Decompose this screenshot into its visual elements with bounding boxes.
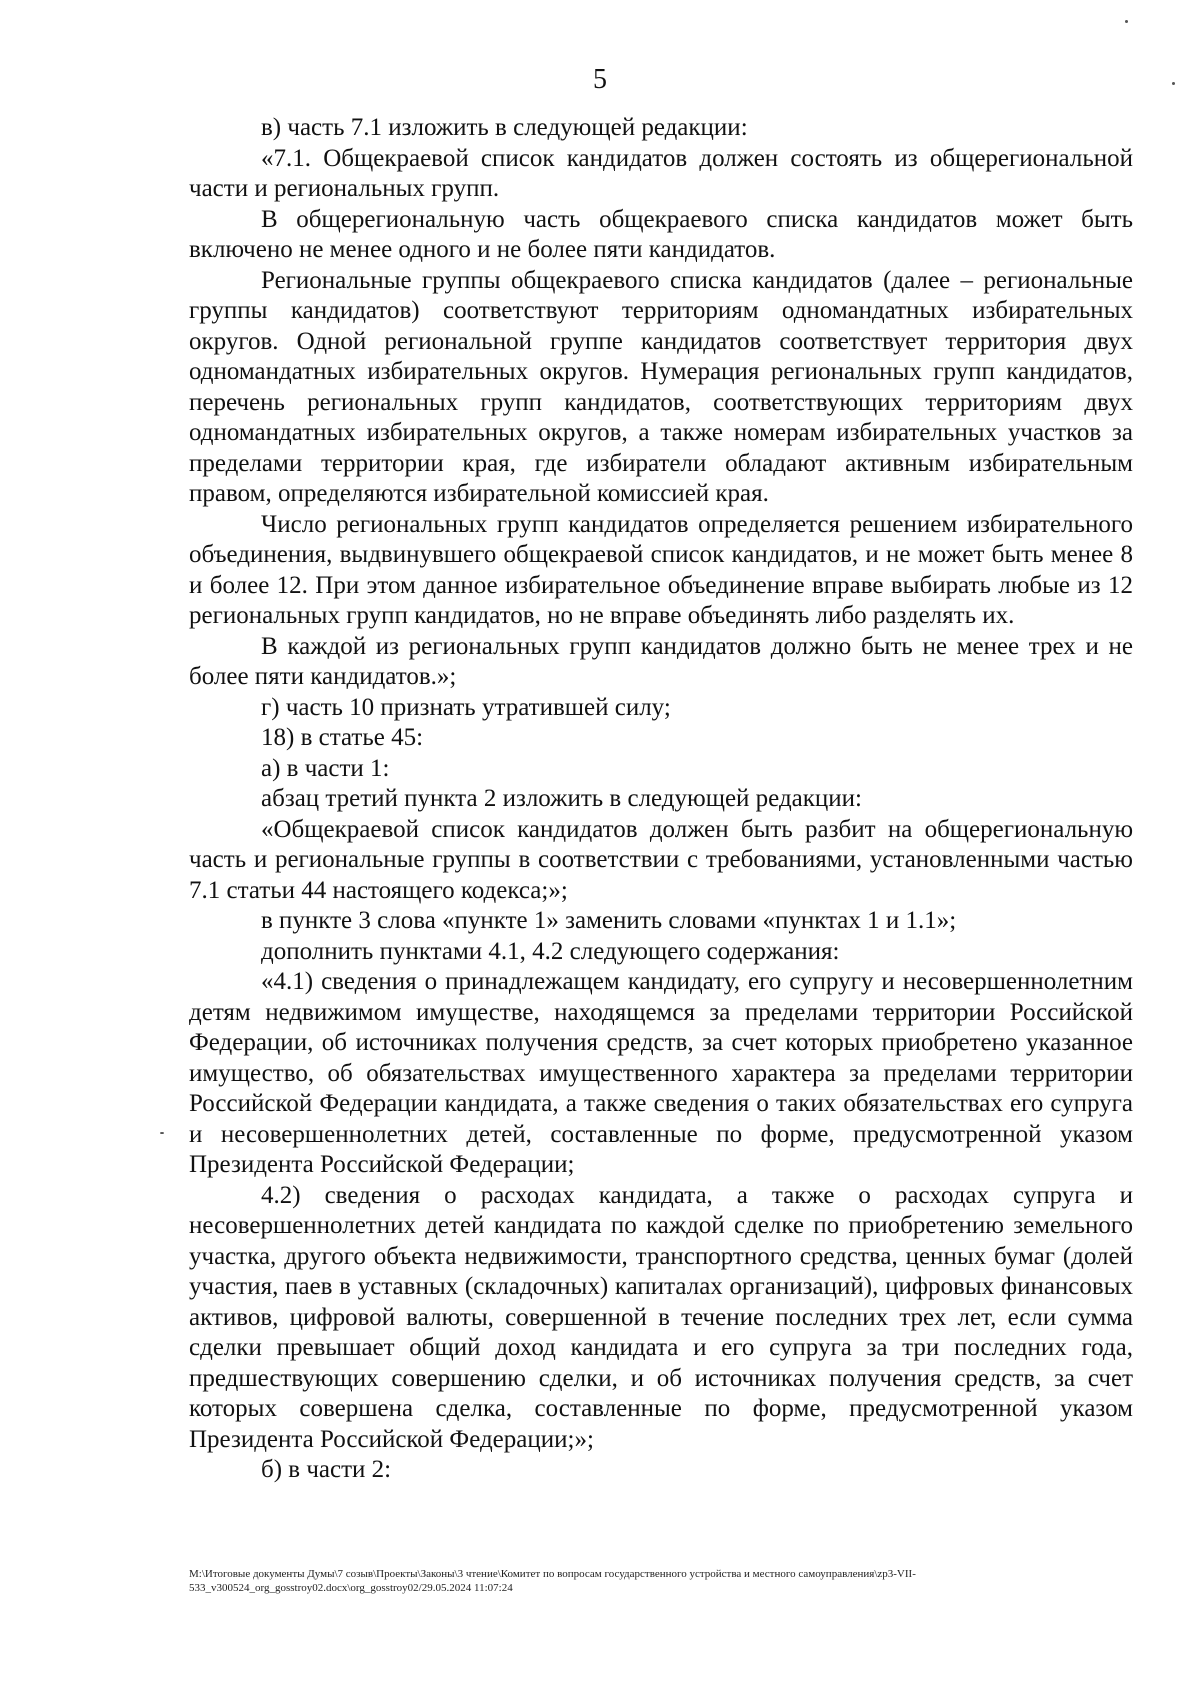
paragraph: б) в части 2: [261, 1456, 392, 1483]
scan-speck [160, 1132, 164, 1134]
paragraph: «4.1) сведения о принадлежащем кандидату, его супругу и несовершеннолетним детям недвижимом имуществе, находящемся за пределами территории Российской Федерации, об источниках получения средств, за счет которых приобретено указанное имущество, об обязательствах имущественного характера за пределами территории Российской Федерации кандидата, а также сведения о таких обязательствах его супруга и несовершеннолетних детей, составленные по форме, предусмотренной указом Президента Российской Федерации; [189, 968, 1133, 1178]
paragraph: в пункте 3 слова «пункте 1» заменить словами «пунктах 1 и 1.1»; [261, 907, 957, 934]
scan-speck [1172, 82, 1175, 85]
paragraph: Региональные группы общекраевого списка кандидатов (далее – региональные группы кандидатов) соответствуют территориям одномандатных избирательных округов. Одной региональной группе кандидатов соответствует территория двух одномандатных избирательных округов. Нумерация региональных групп кандидатов, перечень региональных групп кандидатов, соответствующих территориям двух одномандатных избирательных округов, а также номерам избирательных участков за пределами территории края, где избиратели обладают активным избирательным правом, определяются избирательной комиссией края. [189, 266, 1133, 507]
paragraph: а) в части 1: [261, 754, 390, 782]
paragraph: Число региональных групп кандидатов определяется решением избирательного объединения, выдвинувшего общекраевой список кандидатов, и не может быть менее 8 и более 12. При этом данное избирательное объединение вправе выбирать любые из 12 региональных групп кандидатов, но не вправе объединять либо разделять их. [189, 510, 1133, 629]
paragraph: абзац третий пункта 2 изложить в следующей редакции: [261, 785, 862, 812]
scan-speck [1125, 20, 1128, 23]
paragraph: 18) в статье 45: [261, 724, 424, 751]
paragraph: В каждой из региональных групп кандидатов должно быть не менее трех и не более пяти кандидатов.»; [189, 632, 1133, 690]
paragraph: «Общекраевой список кандидатов должен быть разбит на общерегиональную часть и региональные группы в соответствии с требованиями, установленными частью 7.1 статьи 44 настоящего кодекса;»; [189, 815, 1133, 904]
paragraph: дополнить пунктами 4.1, 4.2 следующего содержания: [261, 937, 840, 965]
paragraph: «7.1. Общекраевой список кандидатов должен состоять из общерегиональной части и региональных групп. [189, 144, 1133, 202]
page-number: 5 [593, 64, 607, 95]
paragraph: 4.2) сведения о расходах кандидата, а также о расходах супруга и несовершеннолетних детей кандидата по каждой сделке по приобретению земельного участка, другого объекта недвижимости, транспортного средства, ценных бумаг (долей участия, паев в уставных (складочных) капиталах организаций), цифровых финансовых активов, цифровой валюты, совершенной в течение последних трех лет, если сумма сделки превышает общий доход кандидата и его супруга за три последних года, предшествующих совершению сделки, и об источниках получения средств, за счет которых совершена сделка, составленные по форме, предусмотренной указом Президента Российской Федерации;»; [189, 1181, 1133, 1453]
file-path-footer: М:\Итоговые документы Думы\7 созыв\Проекты\Законы\3 чтение\Комитет по вопросам государственного устройства и местного самоуправления\zp3-VII-533_v300524_org_gosstroy02.docx\org_gosstroy02/29.05.2024 11:07:24 [189, 1568, 916, 1594]
paragraph: г) часть 10 признать утратившей силу; [261, 693, 671, 721]
paragraph: В общерегиональную часть общекраевого списка кандидатов может быть включено не менее одного и не более пяти кандидатов. [189, 205, 1133, 263]
document-body [189, 113, 1133, 1486]
paragraph: в) часть 7.1 изложить в следующей редакции: [261, 114, 748, 141]
